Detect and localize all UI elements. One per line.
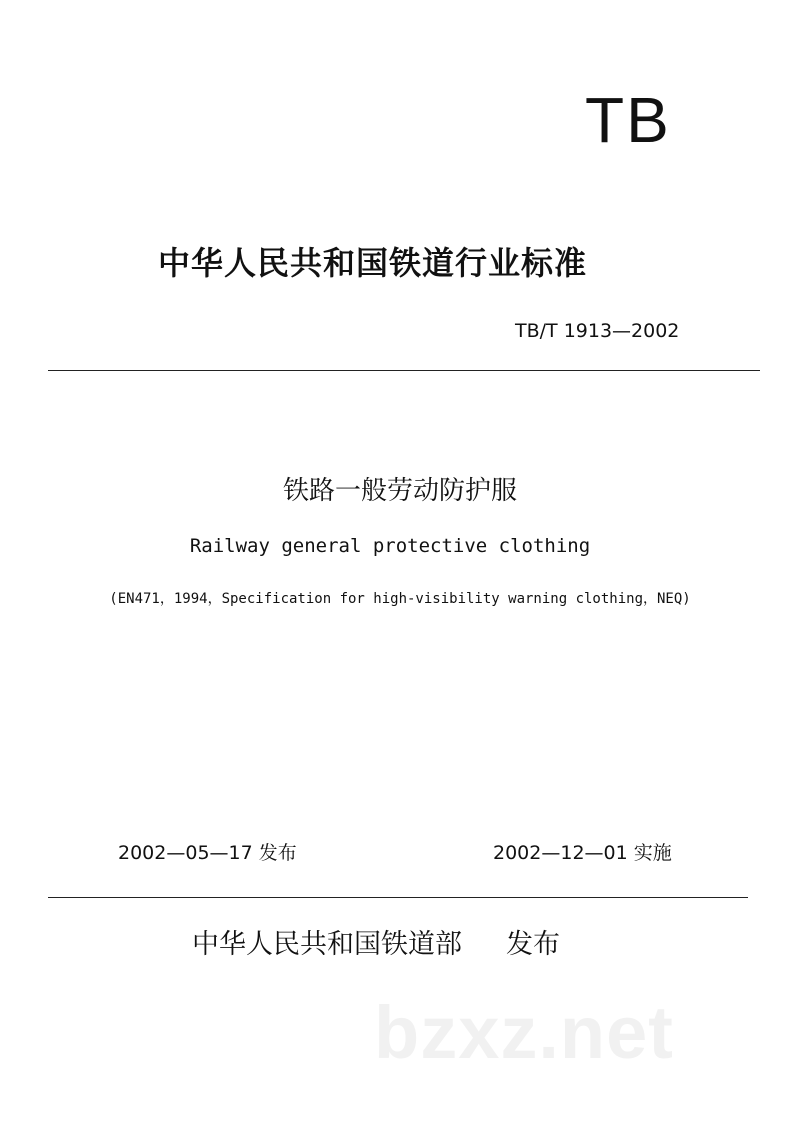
- title-english: Railway general protective clothing: [189, 535, 591, 557]
- issue-date: 2002—05—17 发布: [118, 842, 297, 864]
- publisher-name: 中华人民共和国铁道部: [192, 929, 462, 960]
- standard-header: 中华人民共和国铁道行业标准: [158, 244, 588, 282]
- title-chinese: 铁路一般劳动防护服: [282, 476, 517, 506]
- watermark: bzxz.net: [374, 991, 674, 1074]
- tb-logo: TB: [585, 84, 671, 156]
- publisher-line: [192, 922, 560, 961]
- equivalence-note: (EN471，1994，Specification for high-visibility warning clothing，NEQ): [109, 591, 691, 607]
- publisher-action: 发布: [506, 929, 560, 960]
- bottom-divider: [48, 897, 748, 898]
- implementation-date: 2002—12—01 实施: [493, 842, 672, 864]
- top-divider: [48, 370, 760, 371]
- standard-code: TB/T 1913—2002: [515, 320, 680, 342]
